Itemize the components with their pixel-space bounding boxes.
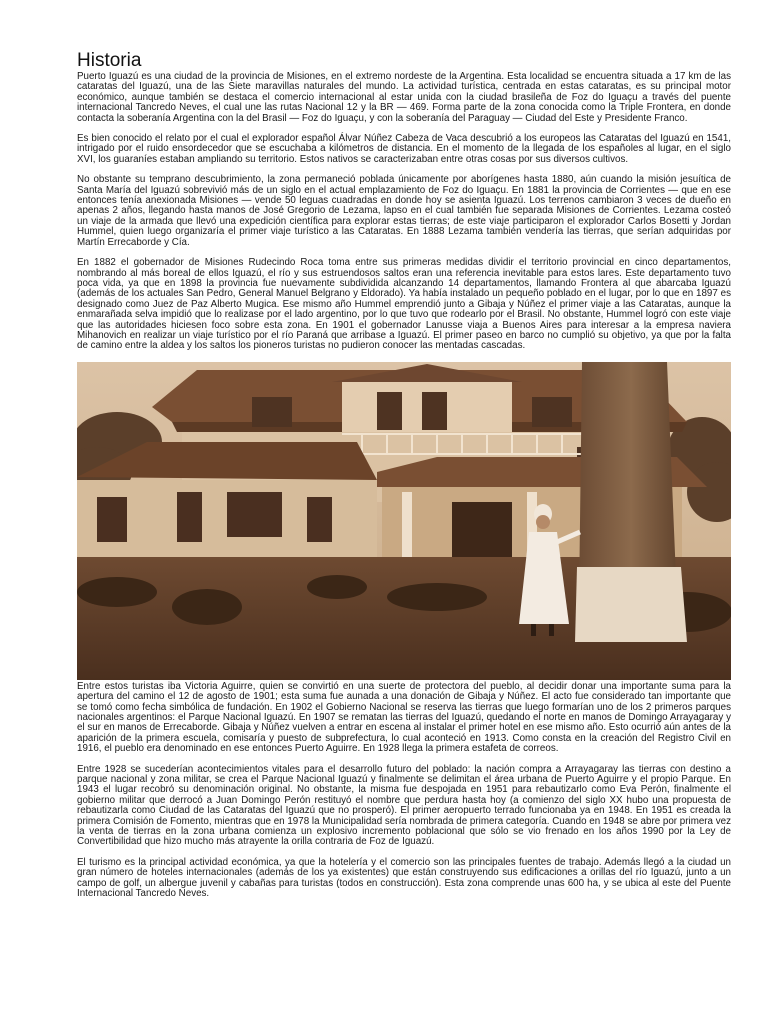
paragraph-5: Entre estos turistas iba Victoria Aguirre, quien se convirtió en una suerte de protectora del pueblo, al decidir donar una importante suma para la apertura del camino el 12 de agosto de 1901; esta suma fue aunada a una donación de Gibaja y Núñez. El acto fue considerado tan importante que se tomó como fecha simbólica de fundación. En 1902 el Gobierno Nacional se reserva las tierras que luego formarían uno de los 2 primeros parques nacionales argentinos: el Parque Nacional Iguazú. En 1907 se rematan las tierras del Iguazú, quedando el norte en manos de Domingo Arrayagaray y el sur en manos de Errecaborde. Gibaja y Núñez vuelven a entrar en escena al instalar el primer hotel en ese mismo año. Esto ocurrió aún antes de la aparición de la primera escuela, comisaría y puesto de subprefectura, lo cual aconteció en 1913. Como consta en la creación del Registro Civil en 1916, el pueblo era denominado en ese entonces Puerto Aguirre. En 1928 llega la primera estafeta de correos. — [77, 680, 731, 755]
paragraph-7: El turismo es la principal actividad económica, ya que la hotelería y el comercio son las principales fuentes de trabajo. Además llegó a la ciudad un gran número de hoteles internacionales (además de los ya existentes) que están construyendo sus edificaciones a orillas del río Iguazú, junto a un campo de golf, un albergue juvenil y cabañas para turistas (todos en construcción). Esta zona comprende unas 600 ha, y se ubica al este del Puente Internacional Tancredo Neves. — [77, 856, 731, 900]
paragraph-1: Puerto Iguazú es una ciudad de la provincia de Misiones, en el extremo nordeste de la Argentina. Esta localidad se encuentra situada a 17 km de las cataratas del Iguazú, una de las Siete maravillas naturales del mundo. La actividad turística, centrada en estas cataratas, es su principal motor económico, aunque también se destaca el comercio internacional al estar unida con la ciudad brasileña de Foz do Iguaçu a través del puente internacional Tancredo Neves, el cual une las rutas Nacional 12 y la BR — 469. Forma parte de la zona conocida como la Triple Frontera, en donde contacta la soberanía Argentina con la del Brasil — Foz do Iguaçu, y con la soberanía del Paraguay — Ciudad del Este y Presidente Franco. — [77, 71, 731, 124]
paragraph-6: Entre 1928 se sucederían acontecimientos vitales para el desarrollo futuro del poblado: la nación compra a Arrayagaray las tierras con destino a parque nacional y zona militar, se crea el Parque Nacional Iguazú y finalmente se delimitan el área urbana de Puerto Aguirre y el propio Parque. En 1943 el lugar recobró su denominación original. No obstante, la misma fue despojada en 1951 para rebautizarlo como Eva Perón, finalmente el gobierno militar que derrocó a Juan Domingo Perón restituyó el nombre que perdura hasta hoy (a comienzo del siglo XX hubo una propuesta de rebautizarla como Ciudad de las Cataratas del Iguazú que no prosperó). El primer aeropuerto terrado funcionaba ya en 1948. En 1951 es creada la primera Comisión de Fomento, mientras que en 1978 la Municipalidad sería nombrada de primera categoría. Cuando en 1948 se abre por primera vez la venta de tierras en la zona urbana comienza un explosivo incremento poblacional que sólo se vio frenado en los años 1990 por la Ley de Convertibilidad que hizo mucho más atrayente la orilla contraria de Foz de Iguazú. — [77, 763, 731, 848]
paragraph-4: En 1882 el gobernador de Misiones Rudecindo Roca toma entre sus primeras medidas dividir el territorio provincial en cinco departamentos, nombrando al más boreal de ellos Iguazú, el río y sus estruendosos saltos eran una referencia inevitable para estos lares. Este departamento tuvo poca vida, ya que en 1898 la provincia fue nuevamente subdividida alcanzando 14 departamentos, llamando Frontera al que abarcaba Iguazú (además de los actuales San Pedro, General Manuel Belgrano y Eldorado). Ya había instalado un pequeño poblado en el lugar, por lo que en 1897 es designado como Juez de Paz Alberto Mugica. Ese mismo año Hummel emprendió junto a Gibaja y Núñez el primer viaje a las Cataratas, aunque la enmarañada selva impidió que lo realizase por el lado argentino, por lo que tuvo que rodearlo por el Brasil. No obstante, Hummel logró con este viaje que las autoridades hiciesen foco sobre esta zona. En 1901 el gobernador Lanusse viaja a Buenos Aires para interesar a la empresa naviera Mihanovich en realizar un viaje turístico por el río Paraná que arribase a Iguazú. El primer paseo en barco no cumplió su objetivo, ya que por la falta de camino entre la aldea y los saltos los pioneros turistas no pudieron conocer las mentadas cascadas. — [77, 257, 731, 352]
historic-photo — [77, 362, 731, 680]
page-title: Historia — [77, 50, 142, 71]
paragraph-3: No obstante su temprano descubrimiento, la zona permaneció poblada únicamente por aborígenes hasta 1880, aún cuando la misión jesuítica de Santa María del Iguazú sobrevivió más de un siglo en el actual emplazamiento de Foz do Iguaçu. En 1881 la provincia de Corrientes — que en ese entonces tenía anexionada Misiones — vende 50 leguas cuadradas en donde hoy se asienta Iguazú. Los terrenos cambiaron 3 veces de dueño en apenas 2 años, llegando hasta manos de José Gregorio de Lezama, lapso en el cual también fue separada Misiones de Corrientes. Lezama costeó un viaje de la armada que llevó una expedición científica para explorar estas tierras; de este viaje participaron el explorador Carlos Bosetti y Jordan Hummel, quien luego organizaría el primer viaje turístico a las Cataratas. En 1888 Lezama también vendería las tierras, que serían adquiridas por Martín Errecaborde y Cía. — [77, 174, 731, 248]
document-page — [77, 50, 731, 909]
paragraph-2: Es bien conocido el relato por el cual el explorador español Álvar Núñez Cabeza de Vaca descubrió a los europeos las Cataratas del Iguazú en 1541, intrigado por el ruido ensordecedor que se escuchaba a kilómetros de distancia. En el momento de la llegada de los españoles al lugar, en el siglo XVI, los guaraníes estaban ampliando su territorio. Estos nativos se caracterizaban entre otras cosas por sus diversos cultivos. — [77, 133, 731, 165]
